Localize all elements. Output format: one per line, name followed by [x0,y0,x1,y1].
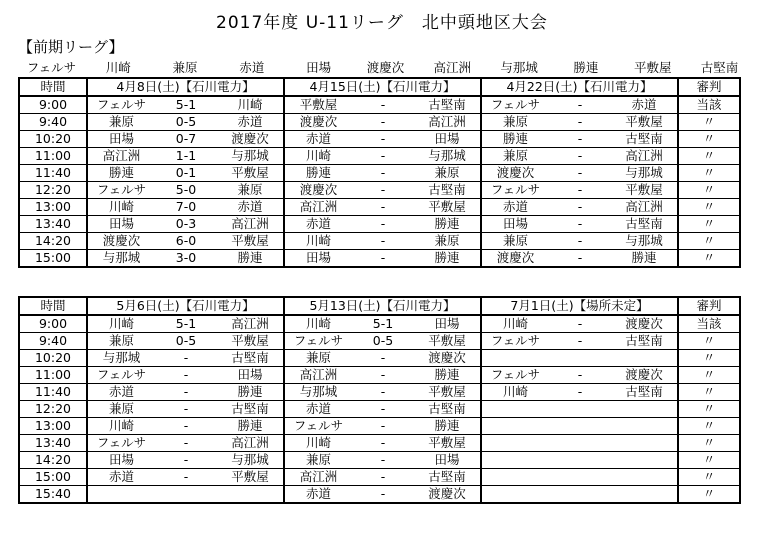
score-cell: - [549,199,611,216]
column-header-referee: 審判 [678,297,740,315]
score-cell: - [352,401,414,418]
away-team-cell: 勝連 [217,418,284,435]
home-team-cell: フェルサ [87,96,155,114]
home-team-cell: 赤道 [481,199,549,216]
time-cell: 12:20 [19,401,87,418]
time-cell: 12:20 [19,182,87,199]
score-cell: 0-5 [352,333,414,350]
referee-cell: 当該 [678,96,740,114]
score-cell: 5-1 [155,315,217,333]
referee-cell: 〃 [678,350,740,367]
score-cell: - [352,435,414,452]
home-team-cell: 渡慶次 [284,182,352,199]
away-team-cell: 赤道 [217,199,284,216]
away-team-cell: 平敷屋 [217,469,284,486]
away-team-cell: 平敷屋 [414,333,481,350]
column-header-date: 7月1日(土)【場所未定】 [481,297,678,315]
home-team-cell: フェルサ [481,333,549,350]
home-team-cell [481,469,549,486]
table-row [19,315,740,333]
home-team-cell: 赤道 [87,384,155,401]
away-team-cell [611,452,678,469]
referee-cell: 〃 [678,401,740,418]
score-cell: - [352,367,414,384]
referee-cell: 〃 [678,452,740,469]
score-cell: - [352,131,414,148]
home-team-cell: 兼原 [481,233,549,250]
table-row [19,401,740,418]
time-cell: 10:20 [19,131,87,148]
home-team-cell: 赤道 [284,216,352,233]
table-row [19,367,740,384]
away-team-cell: 古堅南 [414,469,481,486]
home-team-cell: フェルサ [284,333,352,350]
away-team-cell: 高江洲 [217,216,284,233]
home-team-cell: 高江洲 [284,199,352,216]
home-team-cell: 高江洲 [87,148,155,165]
away-team-cell: 兼原 [414,165,481,182]
away-team-cell [611,486,678,504]
away-team-cell: 勝連 [217,384,284,401]
table-row [19,96,740,114]
time-cell: 13:40 [19,216,87,233]
referee-cell: 〃 [678,131,740,148]
home-team-cell: 川崎 [481,384,549,401]
home-team-cell: 高江洲 [284,469,352,486]
score-cell: - [155,435,217,452]
home-team-cell: 兼原 [87,401,155,418]
away-team-cell: 兼原 [217,182,284,199]
score-cell [549,469,611,486]
home-team-cell: 川崎 [87,418,155,435]
table-row [19,182,740,199]
home-team-cell: 平敷屋 [284,96,352,114]
score-cell: 0-5 [155,114,217,131]
away-team-cell: 平敷屋 [414,384,481,401]
away-team-cell: 与那城 [217,148,284,165]
home-team-cell: 赤道 [284,401,352,418]
home-team-cell: フェルサ [284,418,352,435]
away-team-cell: 渡慶次 [217,131,284,148]
home-team-cell: 赤道 [284,131,352,148]
team-name: 田場 [306,60,332,75]
time-cell: 9:00 [19,315,87,333]
home-team-cell: 川崎 [284,315,352,333]
score-cell: - [352,199,414,216]
away-team-cell: 高江洲 [611,199,678,216]
home-team-cell: 田場 [481,216,549,233]
column-header-date: 4月15日(土)【石川電力】 [284,78,481,96]
score-cell: - [549,250,611,268]
home-team-cell: 川崎 [284,435,352,452]
score-cell: - [352,486,414,504]
referee-cell: 〃 [678,182,740,199]
score-cell: - [352,452,414,469]
score-cell [155,486,217,504]
table-row [19,250,740,268]
home-team-cell: 赤道 [87,469,155,486]
score-cell: - [155,452,217,469]
score-cell: - [549,233,611,250]
score-cell: - [155,418,217,435]
home-team-cell: 勝連 [481,131,549,148]
referee-cell: 〃 [678,114,740,131]
away-team-cell [217,486,284,504]
referee-cell: 〃 [678,435,740,452]
away-team-cell: 平敷屋 [414,199,481,216]
away-team-cell: 与那城 [414,148,481,165]
team-name: 与那城 [500,60,538,75]
away-team-cell: 平敷屋 [414,435,481,452]
team-name: 赤道 [239,60,265,75]
referee-cell: 〃 [678,486,740,504]
away-team-cell: 古堅南 [611,333,678,350]
home-team-cell: フェルサ [481,96,549,114]
table-row [19,435,740,452]
table-row [19,131,740,148]
score-cell: 0-3 [155,216,217,233]
score-cell: 0-7 [155,131,217,148]
time-cell: 13:00 [19,418,87,435]
away-team-cell: 田場 [217,367,284,384]
score-cell: 7-0 [155,199,217,216]
score-cell: - [155,350,217,367]
time-cell: 9:40 [19,333,87,350]
referee-cell: 〃 [678,469,740,486]
away-team-cell [611,418,678,435]
away-team-cell: 勝連 [414,418,481,435]
away-team-cell: 古堅南 [217,401,284,418]
home-team-cell [481,350,549,367]
away-team-cell: 勝連 [414,367,481,384]
column-header-time: 時間 [19,78,87,96]
score-cell: - [155,469,217,486]
away-team-cell: 古堅南 [414,182,481,199]
score-cell: - [352,469,414,486]
score-cell: - [352,418,414,435]
away-team-cell: 赤道 [611,96,678,114]
score-cell: - [549,367,611,384]
score-cell: 5-1 [352,315,414,333]
away-team-cell: 勝連 [414,216,481,233]
away-team-cell: 与那城 [611,233,678,250]
away-team-cell: 古堅南 [414,96,481,114]
score-cell: - [352,165,414,182]
time-cell: 11:40 [19,384,87,401]
table-row [19,469,740,486]
home-team-cell: 与那城 [87,250,155,268]
home-team-cell: 与那城 [284,384,352,401]
home-team-cell: 渡慶次 [87,233,155,250]
team-name: フェルサ [26,60,77,75]
away-team-cell: 勝連 [414,250,481,268]
away-team-cell: 勝連 [611,250,678,268]
score-cell: - [352,148,414,165]
team-name: 高江洲 [433,60,472,75]
away-team-cell [611,350,678,367]
home-team-cell [87,486,155,504]
table-row [19,216,740,233]
referee-cell: 〃 [678,333,740,350]
home-team-cell: 田場 [87,216,155,233]
time-cell: 14:20 [19,452,87,469]
away-team-cell: 平敷屋 [611,114,678,131]
away-team-cell: 渡慶次 [611,315,678,333]
score-cell: - [549,96,611,114]
away-team-cell: 渡慶次 [414,350,481,367]
away-team-cell: 古堅南 [611,384,678,401]
score-cell: - [352,350,414,367]
score-cell: - [155,367,217,384]
referee-cell: 当該 [678,315,740,333]
away-team-cell: 平敷屋 [217,333,284,350]
score-cell: 0-1 [155,165,217,182]
schedule-table-2 [18,296,741,504]
score-cell: - [549,216,611,233]
home-team-cell: 田場 [87,131,155,148]
referee-cell: 〃 [678,233,740,250]
home-team-cell: 兼原 [284,452,352,469]
score-cell: - [549,114,611,131]
score-cell: - [549,333,611,350]
score-cell: - [155,384,217,401]
home-team-cell: 渡慶次 [481,250,549,268]
score-cell [549,350,611,367]
time-cell: 9:00 [19,96,87,114]
referee-cell: 〃 [678,250,740,268]
page-title: 2017年度 U-11リーグ 北中頭地区大会 [216,13,548,33]
score-cell [549,401,611,418]
away-team-cell: 古堅南 [414,401,481,418]
away-team-cell: 与那城 [611,165,678,182]
score-cell: - [549,182,611,199]
home-team-cell: 川崎 [284,148,352,165]
away-team-cell: 平敷屋 [217,165,284,182]
away-team-cell: 赤道 [217,114,284,131]
score-cell [549,452,611,469]
referee-cell: 〃 [678,418,740,435]
score-cell: - [352,114,414,131]
away-team-cell [611,435,678,452]
home-team-cell [481,401,549,418]
away-team-cell: 渡慶次 [611,367,678,384]
score-cell: 1-1 [155,148,217,165]
time-cell: 14:20 [19,233,87,250]
away-team-cell: 川崎 [217,96,284,114]
team-list [18,58,753,76]
score-cell: - [352,182,414,199]
home-team-cell: 川崎 [87,199,155,216]
table-row [19,199,740,216]
away-team-cell: 古堅南 [611,216,678,233]
time-cell: 15:00 [19,469,87,486]
table-row [19,333,740,350]
home-team-cell: 兼原 [87,114,155,131]
schedule-table-1 [18,77,741,268]
team-name: 渡慶次 [366,60,405,75]
home-team-cell: 勝連 [284,165,352,182]
time-cell: 11:00 [19,148,87,165]
column-header-date: 5月6日(土)【石川電力】 [87,297,284,315]
team-name: 古堅南 [700,60,739,75]
team-name: 勝連 [573,60,599,75]
home-team-cell: 渡慶次 [284,114,352,131]
referee-cell: 〃 [678,367,740,384]
section-label: 【前期リーグ】 [18,38,124,56]
home-team-cell [481,452,549,469]
score-cell: - [549,131,611,148]
home-team-cell: 兼原 [87,333,155,350]
score-cell: 5-1 [155,96,217,114]
score-cell: - [352,250,414,268]
home-team-cell: 田場 [284,250,352,268]
time-cell: 15:40 [19,486,87,504]
score-cell: - [352,216,414,233]
home-team-cell [481,435,549,452]
away-team-cell: 古堅南 [217,350,284,367]
referee-cell: 〃 [678,199,740,216]
column-header-time: 時間 [19,297,87,315]
table-row [19,148,740,165]
score-cell: 5-0 [155,182,217,199]
home-team-cell [481,486,549,504]
home-team-cell: 勝連 [87,165,155,182]
column-header-date: 4月8日(土)【石川電力】 [87,78,284,96]
away-team-cell: 田場 [414,131,481,148]
home-team-cell: 赤道 [284,486,352,504]
table-header-row [19,297,740,315]
home-team-cell: 与那城 [87,350,155,367]
score-cell [549,486,611,504]
table-row [19,165,740,182]
score-cell: - [352,384,414,401]
score-cell: - [549,165,611,182]
score-cell: - [352,233,414,250]
time-cell: 11:00 [19,367,87,384]
time-cell: 10:20 [19,350,87,367]
away-team-cell: 高江洲 [611,148,678,165]
score-cell: - [352,96,414,114]
away-team-cell [611,469,678,486]
time-cell: 13:40 [19,435,87,452]
home-team-cell: 川崎 [481,315,549,333]
table-row [19,233,740,250]
score-cell: 3-0 [155,250,217,268]
score-cell: 6-0 [155,233,217,250]
home-team-cell: 田場 [87,452,155,469]
home-team-cell: 渡慶次 [481,165,549,182]
away-team-cell: 古堅南 [611,131,678,148]
table-header-row [19,78,740,96]
score-cell: - [549,148,611,165]
home-team-cell: 川崎 [87,315,155,333]
away-team-cell: 高江洲 [217,435,284,452]
home-team-cell [481,418,549,435]
column-header-referee: 審判 [678,78,740,96]
referee-cell: 〃 [678,148,740,165]
away-team-cell: 田場 [414,315,481,333]
home-team-cell: フェルサ [87,182,155,199]
home-team-cell: 高江洲 [284,367,352,384]
home-team-cell: フェルサ [481,367,549,384]
time-cell: 15:00 [19,250,87,268]
referee-cell: 〃 [678,384,740,401]
home-team-cell: 兼原 [284,350,352,367]
referee-cell: 〃 [678,216,740,233]
column-header-date: 4月22日(土)【石川電力】 [481,78,678,96]
score-cell: 0-5 [155,333,217,350]
time-cell: 11:40 [19,165,87,182]
column-header-date: 5月13日(土)【石川電力】 [284,297,481,315]
team-name: 平敷屋 [633,60,672,75]
table-row [19,486,740,504]
table-row [19,384,740,401]
away-team-cell: 渡慶次 [414,486,481,504]
home-team-cell: フェルサ [87,435,155,452]
time-cell: 9:40 [19,114,87,131]
table-row [19,452,740,469]
score-cell: - [549,384,611,401]
away-team-cell: 平敷屋 [611,182,678,199]
home-team-cell: 川崎 [284,233,352,250]
home-team-cell: フェルサ [87,367,155,384]
away-team-cell: 与那城 [217,452,284,469]
away-team-cell: 高江洲 [414,114,481,131]
score-cell: - [549,315,611,333]
away-team-cell: 高江洲 [217,315,284,333]
score-cell [549,435,611,452]
away-team-cell: 勝連 [217,250,284,268]
away-team-cell: 田場 [414,452,481,469]
referee-cell: 〃 [678,165,740,182]
time-cell: 13:00 [19,199,87,216]
score-cell [549,418,611,435]
table-row [19,350,740,367]
home-team-cell: 兼原 [481,114,549,131]
team-name: 川崎 [105,60,131,75]
away-team-cell [611,401,678,418]
away-team-cell: 兼原 [414,233,481,250]
table-row [19,418,740,435]
table-row [19,114,740,131]
home-team-cell: 兼原 [481,148,549,165]
team-name: 兼原 [172,60,198,75]
home-team-cell: フェルサ [481,182,549,199]
score-cell: - [155,401,217,418]
away-team-cell: 平敷屋 [217,233,284,250]
